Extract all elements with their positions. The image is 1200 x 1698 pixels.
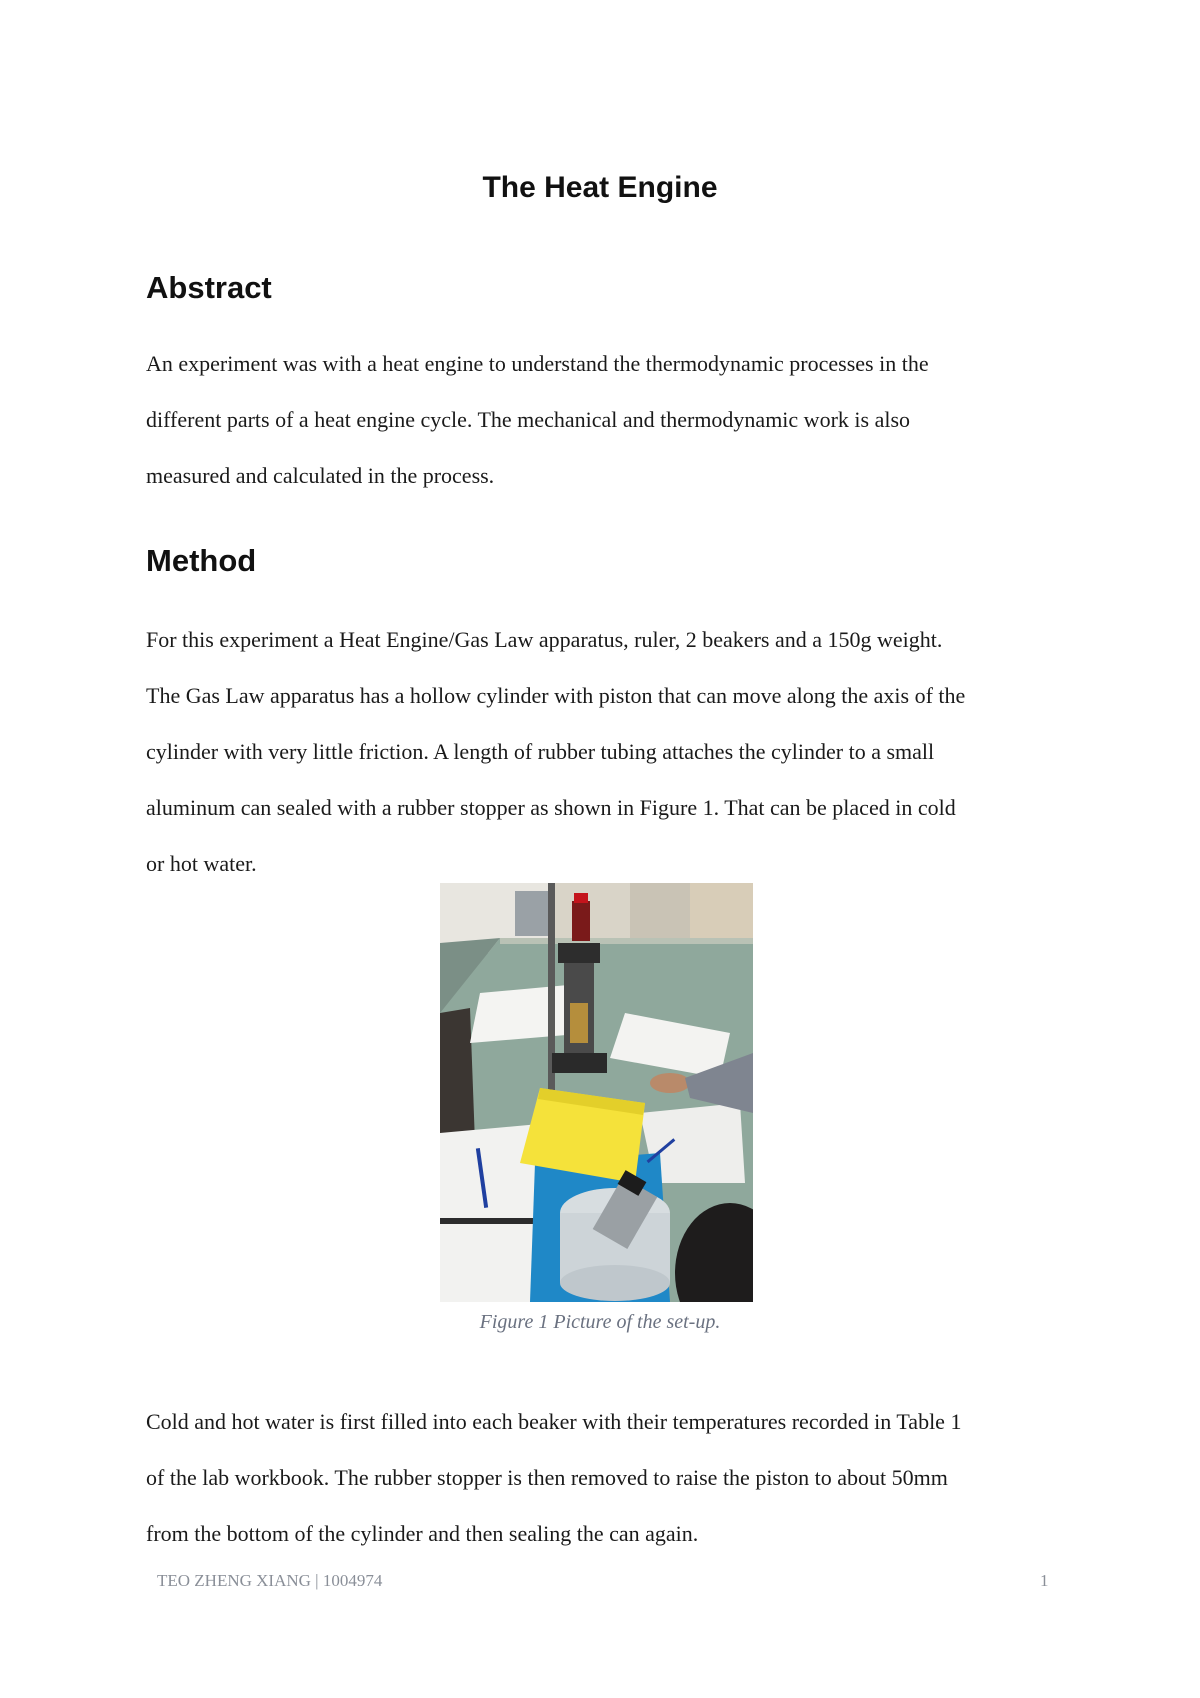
method-line: The Gas Law apparatus has a hollow cylinder with piston that can move along the axis of the [146,683,966,708]
method-heading: Method [146,543,257,578]
method-line: of the lab workbook. The rubber stopper is then removed to raise the piston to about 50mm [146,1465,948,1490]
document-title: The Heat Engine [482,171,718,204]
abstract-heading: Abstract [146,270,272,305]
method-line: cylinder with very little friction. A length of rubber tubing attaches the cylinder to a small [146,739,935,764]
method-line: For this experiment a Heat Engine/Gas Law apparatus, ruler, 2 beakers and a 150g weight. [146,627,943,652]
method-line: Cold and hot water is first filled into each beaker with their temperatures recorded in Table 1 [146,1409,962,1434]
method-paragraph [146,612,1066,892]
setup-photo [440,883,753,1302]
method-line: or hot water. [146,851,257,876]
abstract-paragraph [146,336,1066,504]
method-continuation-paragraph [146,1394,1066,1562]
abstract-line: An experiment was with a heat engine to understand the thermodynamic processes in the [146,351,929,376]
method-line: aluminum can sealed with a rubber stopper as shown in Figure 1. That can be placed in cold [146,795,956,820]
abstract-line: measured and calculated in the process. [146,463,495,488]
method-line: from the bottom of the cylinder and then sealing the can again. [146,1521,699,1546]
abstract-line: different parts of a heat engine cycle. The mechanical and thermodynamic work is also [146,407,911,432]
figure-caption: Figure 1 Picture of the set-up. [479,1311,721,1333]
page-number: 1 [1040,1571,1049,1590]
footer-author: TEO ZHENG XIANG | 1004974 [157,1571,383,1590]
